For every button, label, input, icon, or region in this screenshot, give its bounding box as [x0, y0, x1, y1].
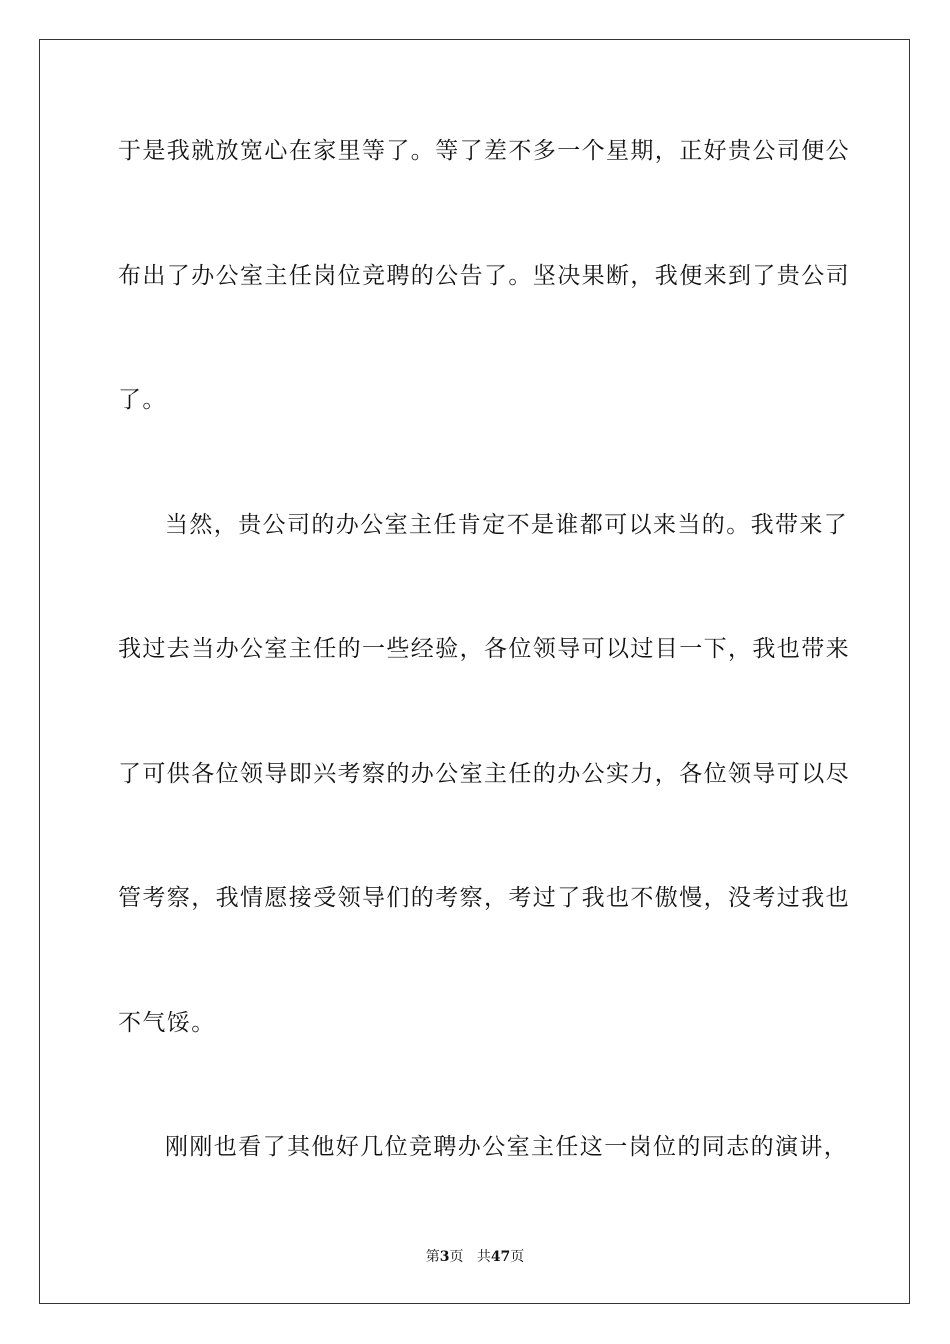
paragraph-first-line: 当然，贵公司的办公室主任肯定不是谁都可以来当的。我带来了 [165, 512, 849, 538]
page-footer [0, 1248, 950, 1266]
body-text-line: 管考察，我情愿接受领导们的考察，考过了我也不傲慢，没考过我也 [118, 885, 850, 911]
body-text-line: 了。 [118, 387, 167, 413]
body-text-line: 于是我就放宽心在家里等了。等了差不多一个星期，正好贵公司便公 [118, 138, 850, 164]
body-text-line: 我过去当办公室主任的一些经验，各位领导可以过目一下，我也带来 [118, 636, 850, 662]
page-border [39, 39, 910, 1304]
page-number: 3 [439, 1249, 450, 1265]
body-text-line: 布出了办公室主任岗位竞聘的公告了。坚决果断，我便来到了贵公司 [118, 263, 850, 289]
total-prefix: 共 [476, 1249, 491, 1265]
total-suffix: 页 [510, 1249, 525, 1265]
body-text-line: 了可供各位领导即兴考察的办公室主任的办公实力，各位领导可以尽 [118, 761, 850, 787]
page-suffix: 页 [449, 1249, 464, 1265]
page-prefix: 第 [425, 1249, 440, 1265]
body-text-line: 不气馁。 [118, 1010, 216, 1036]
paragraph-first-line: 刚刚也看了其他好几位竞聘办公室主任这一岗位的同志的演讲， [165, 1134, 849, 1160]
total-pages: 47 [490, 1249, 511, 1265]
